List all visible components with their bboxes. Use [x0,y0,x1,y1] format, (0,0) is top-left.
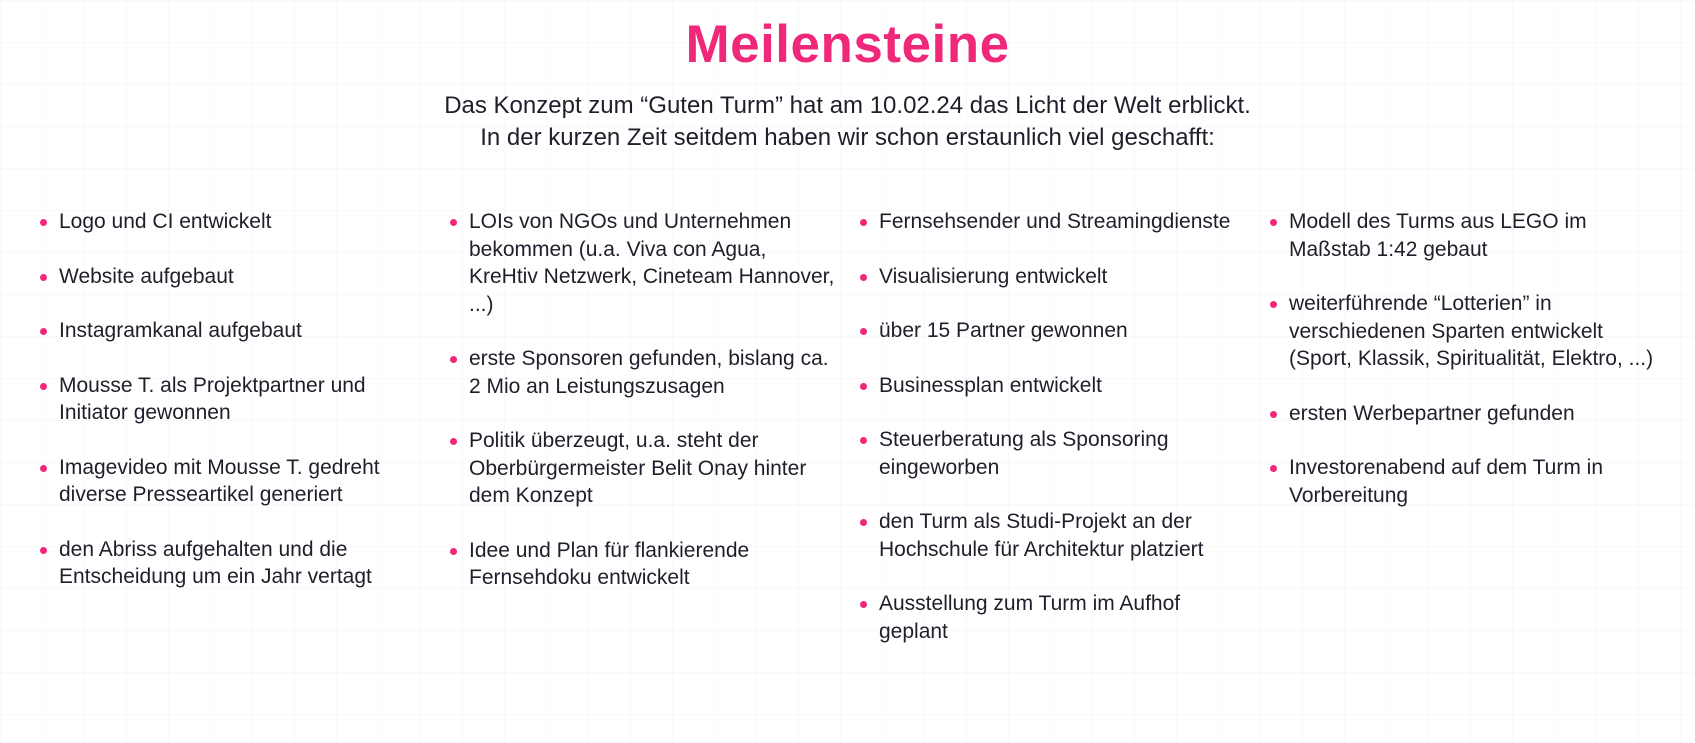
milestone-item: LOIs von NGOs und Unternehmen bekommen (u.a. Viva con Agua, KreHtiv Netzwerk, Cineteam Hannover, ...) [448,208,858,318]
milestone-item: Visualisierung entwickelt [858,263,1268,291]
milestone-item: Idee und Plan für flankierende Fernsehdoku entwickelt [448,537,858,592]
milestone-item: Politik überzeugt, u.a. steht der Oberbürgermeister Belit Onay hinter dem Konzept [448,427,858,510]
intro-text [0,90,1695,154]
milestone-column-1 [38,208,448,672]
milestone-columns [38,208,1678,672]
milestone-item: über 15 Partner gewonnen [858,317,1268,345]
milestone-item: den Abriss aufgehalten und die Entscheidung um ein Jahr vertagt [38,536,448,591]
milestone-item: Fernsehsender und Streamingdienste [858,208,1268,236]
milestone-item: Ausstellung zum Turm im Aufhof geplant [858,590,1268,645]
page-title: Meilensteine [685,15,1010,74]
milestone-item: erste Sponsoren gefunden, bislang ca. 2 Mio an Leistungszusagen [448,345,858,400]
milestone-item: Mousse T. als Projektpartner und Initiator gewonnen [38,372,448,427]
milestone-item: Imagevideo mit Mousse T. gedreht diverse Presseartikel generiert [38,454,448,509]
milestone-item: den Turm als Studi-Projekt an der Hochschule für Architektur platziert [858,508,1268,563]
milestone-item: Modell des Turms aus LEGO im Maßstab 1:42 gebaut [1268,208,1678,263]
milestone-column-4 [1268,208,1678,672]
intro-line-2: In der kurzen Zeit seitdem haben wir schon erstaunlich viel geschafft: [480,124,1215,151]
milestone-item: Logo und CI entwickelt [38,208,448,236]
milestone-item: weiterführende “Lotterien” in verschiedenen Sparten entwickelt (Sport, Klassik, Spiritualität, Elektro, ...) [1268,290,1678,373]
milestone-item: ersten Werbepartner gefunden [1268,400,1678,428]
milestone-item: Steuerberatung als Sponsoring eingeworben [858,426,1268,481]
milestone-column-3 [858,208,1268,672]
milestone-item: Investorenabend auf dem Turm in Vorbereitung [1268,454,1678,509]
milestone-item: Instagramkanal aufgebaut [38,317,448,345]
milestone-item: Businessplan entwickelt [858,372,1268,400]
milestone-column-2 [448,208,858,672]
milestone-item: Website aufgebaut [38,263,448,291]
intro-line-1: Das Konzept zum “Guten Turm” hat am 10.02.24 das Licht der Welt erblickt. [444,92,1251,119]
